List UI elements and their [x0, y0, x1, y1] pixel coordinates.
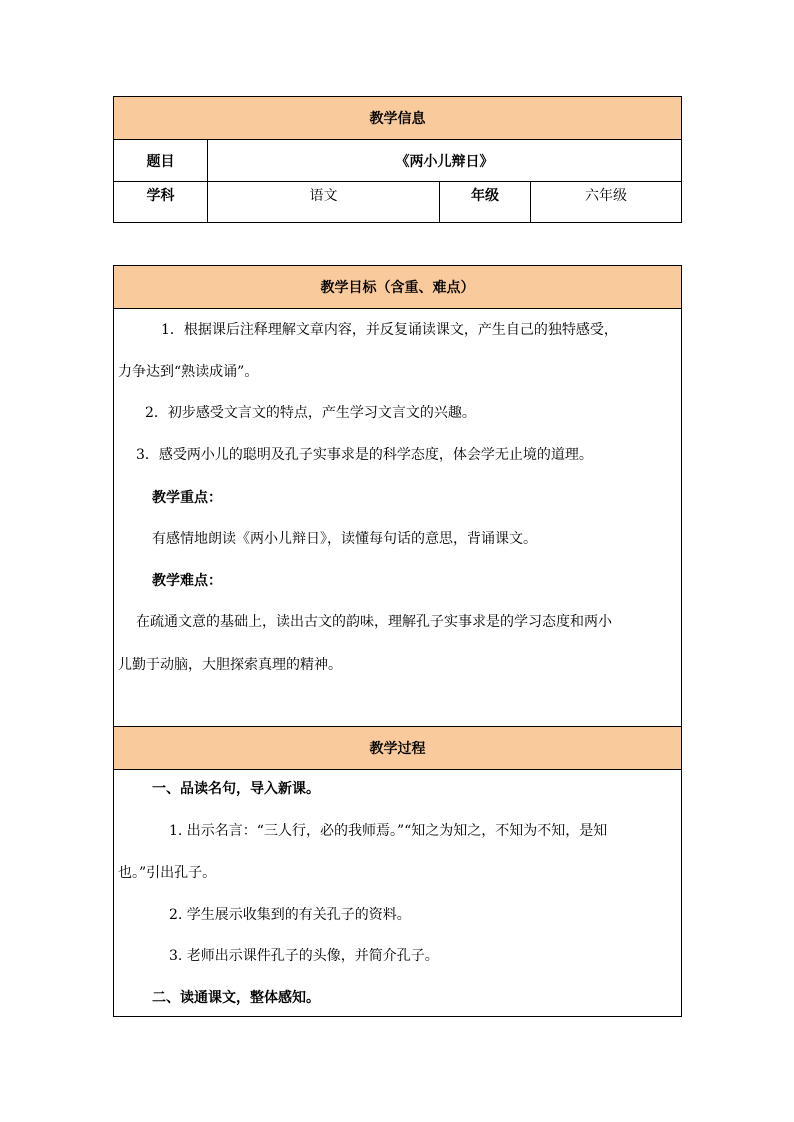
info-table — [113, 96, 682, 223]
difficult-points-line-1: 在疏通文意的基础上，读出古文的韵味，理解孔子实事求是的学习态度和两小 — [136, 614, 612, 630]
goal-item-1-line-1: 1．根据课后注释理解文章内容，并反复诵读课文，产生自己的独特感受， — [161, 322, 618, 338]
goal-item-3: 3．感受两小儿的聪明及孔子实事求是的科学态度，体会学无止境的道理。 — [136, 447, 593, 463]
grade-value: 六年级 — [585, 188, 627, 204]
process-step-2: 2. 学生展示收集到的有关孔子的资料。 — [169, 907, 411, 923]
goals-header: 教学目标（含重、难点） — [114, 266, 681, 309]
process-step-1-line-2: 也。”引出孔子。 — [118, 865, 217, 881]
key-points-label: 教学重点： — [152, 490, 222, 506]
goal-item-1-line-2: 力争达到“熟读成诵”。 — [118, 364, 259, 380]
grade-label: 年级 — [440, 182, 531, 223]
process-section-2: 二、读通课文，整体感知。 — [152, 990, 320, 1006]
process-section-1: 一、品读名句，导入新课。 — [152, 781, 320, 797]
topic-value: 《两小儿辩日》 — [395, 153, 494, 170]
difficult-points-label: 教学难点： — [152, 573, 222, 589]
subject-value: 语文 — [208, 182, 440, 223]
key-points-text: 有感情地朗读《两小儿辩日》，读懂每句话的意思，背诵课文。 — [152, 531, 537, 547]
difficult-points-line-2: 儿勤于动脑，大胆探索真理的精神。 — [118, 657, 342, 673]
topic-label: 题目 — [114, 140, 208, 181]
process-header: 教学过程 — [114, 727, 681, 770]
subject-label: 学科 — [114, 182, 208, 223]
process-step-3: 3. 老师出示课件孔子的头像，并简介孔子。 — [169, 948, 439, 964]
topic-row — [114, 140, 681, 182]
goal-item-2: 2．初步感受文言文的特点，产生学习文言文的兴趣。 — [145, 405, 476, 421]
subject-row — [114, 182, 681, 223]
info-header: 教学信息 — [114, 97, 681, 140]
process-step-1-line-1: 1. 出示名言：“三人行，必的我师焉。”“知之为知之，不知为不知，是知 — [169, 823, 608, 839]
